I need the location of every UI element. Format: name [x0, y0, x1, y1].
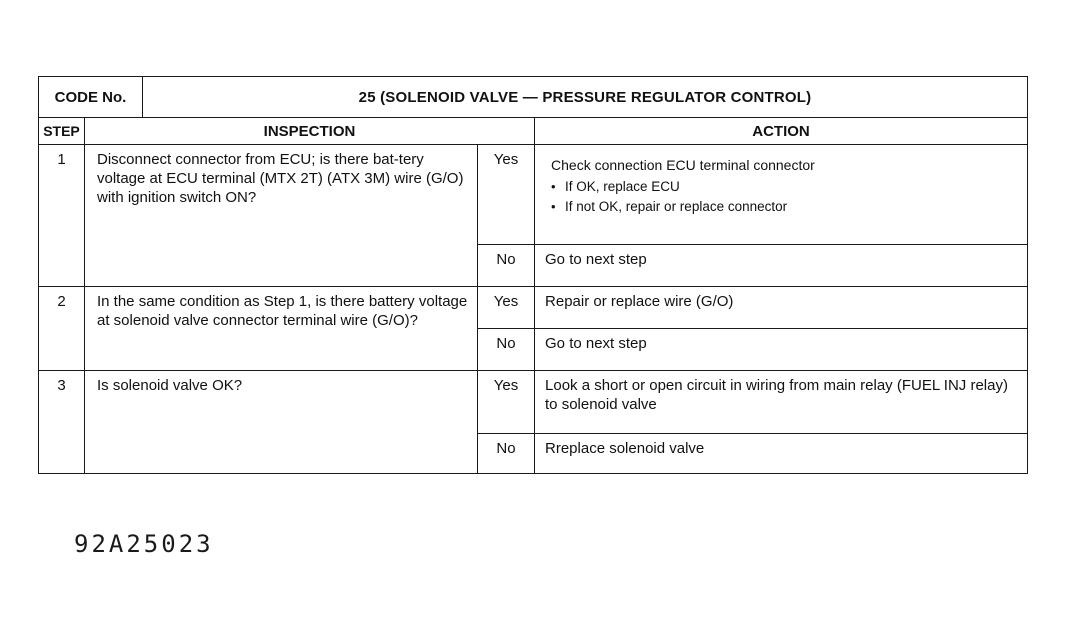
- column-header-row: [39, 118, 1028, 145]
- table-row: [39, 287, 1028, 329]
- yes-action: Repair or replace wire (G/O): [535, 287, 1028, 329]
- diagnostic-table: [38, 76, 1028, 474]
- inspection-text: Disconnect connector from ECU; is there bat-tery voltage at ECU terminal (MTX 2T) (ATX 3M) wire (G/O) with ignition switch ON?: [85, 145, 478, 287]
- yes-action: Look a short or open circuit in wiring from main relay (FUEL INJ relay) to solenoid valve: [535, 371, 1028, 434]
- no-label: No: [478, 329, 535, 371]
- action-bullet: • If not OK, repair or replace connector: [551, 197, 1019, 217]
- step-number: 1: [39, 145, 85, 287]
- step-number: 2: [39, 287, 85, 371]
- yes-label: Yes: [478, 145, 535, 245]
- table-row: [39, 145, 1028, 245]
- code-row: [39, 77, 1028, 118]
- no-action: Go to next step: [535, 245, 1028, 287]
- yes-action: [535, 145, 1028, 245]
- action-bullet: • If OK, replace ECU: [551, 177, 1019, 197]
- inspection-text: In the same condition as Step 1, is there battery voltage at solenoid valve connector terminal wire (G/O)?: [85, 287, 478, 371]
- action-bullet-list: [551, 177, 1019, 217]
- table-row: [39, 371, 1028, 434]
- yes-label: Yes: [478, 287, 535, 329]
- step-number: 3: [39, 371, 85, 474]
- code-label: CODE No.: [39, 77, 143, 118]
- code-title: 25 (SOLENOID VALVE — PRESSURE REGULATOR CONTROL): [143, 77, 1028, 118]
- action-text: Check connection ECU terminal connector: [551, 157, 815, 173]
- no-label: No: [478, 434, 535, 474]
- no-action: Go to next step: [535, 329, 1028, 371]
- step-column-header: STEP: [39, 118, 85, 145]
- inspection-column-header: INSPECTION: [85, 118, 535, 145]
- figure-code: 92A25023: [74, 530, 214, 558]
- no-action: Rreplace solenoid valve: [535, 434, 1028, 474]
- action-column-header: ACTION: [535, 118, 1028, 145]
- no-label: No: [478, 245, 535, 287]
- inspection-text: Is solenoid valve OK?: [85, 371, 478, 474]
- yes-label: Yes: [478, 371, 535, 434]
